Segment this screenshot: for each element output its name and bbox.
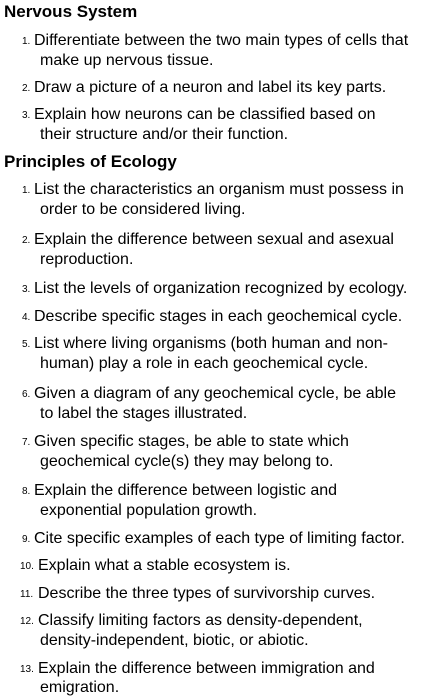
item-text-line: Differentiate between the two main types of cells that bbox=[34, 32, 409, 49]
item-text-line: Describe specific stages in each geochemical cycle. bbox=[34, 308, 403, 325]
item-text-line: Cite specific examples of each type of limiting factor. bbox=[34, 530, 405, 547]
item-number: 11. bbox=[20, 589, 34, 600]
item-number: 13. bbox=[20, 664, 34, 675]
item-number: 3. bbox=[22, 284, 31, 295]
item-number: 10. bbox=[20, 561, 34, 572]
item-number: 2. bbox=[22, 83, 31, 94]
item-number: 8. bbox=[22, 486, 31, 497]
item-number: 7. bbox=[22, 437, 31, 448]
item-number: 4. bbox=[22, 312, 31, 323]
item-text-line: List the characteristics an organism must possess in bbox=[34, 181, 404, 198]
item-text-line: geochemical cycle(s) they may belong to. bbox=[40, 453, 334, 470]
item-text-line: Draw a picture of a neuron and label its key parts. bbox=[34, 79, 387, 96]
item-text-line: List the levels of organization recognized by ecology. bbox=[34, 280, 408, 297]
item-text-line: their structure and/or their function. bbox=[40, 126, 289, 143]
item-text-line: make up nervous tissue. bbox=[40, 52, 214, 69]
item-text-line: human) play a role in each geochemical cycle. bbox=[40, 355, 369, 372]
item-text-line: Explain the difference between sexual and asexual bbox=[34, 231, 394, 248]
item-text-line: reproduction. bbox=[40, 251, 134, 268]
item-text-line: exponential population growth. bbox=[40, 502, 258, 519]
item-text-line: Explain the difference between logistic and bbox=[34, 482, 338, 499]
item-text-line: Explain what a stable ecosystem is. bbox=[38, 557, 291, 574]
item-text-line: to label the stages illustrated. bbox=[40, 405, 248, 422]
section-title-nervous-system: Nervous System bbox=[4, 2, 138, 21]
item-number: 2. bbox=[22, 235, 31, 246]
item-number: 12. bbox=[20, 616, 34, 627]
section-title-principles-of-ecology: Principles of Ecology bbox=[4, 152, 177, 171]
item-number: 6. bbox=[22, 389, 31, 400]
item-text-line: emigration. bbox=[40, 679, 120, 696]
item-number: 1. bbox=[22, 36, 31, 47]
item-text-line: Explain the difference between immigration and bbox=[38, 660, 375, 677]
item-text-line: Given a diagram of any geochemical cycle, be able bbox=[34, 385, 396, 402]
item-text-line: Describe the three types of survivorship curves. bbox=[38, 585, 376, 602]
item-text-line: Given specific stages, be able to state which bbox=[34, 433, 349, 450]
item-number: 5. bbox=[22, 339, 31, 350]
item-number: 1. bbox=[22, 185, 31, 196]
item-text-line: order to be considered living. bbox=[40, 201, 246, 218]
item-text-line: Explain how neurons can be classified based on bbox=[34, 106, 376, 123]
item-text-line: List where living organisms (both human and non- bbox=[34, 335, 388, 352]
item-number: 9. bbox=[22, 534, 31, 545]
item-text-line: Classify limiting factors as density-dependent, bbox=[38, 612, 363, 629]
item-number: 3. bbox=[22, 110, 31, 121]
item-text-line: density-independent, biotic, or abiotic. bbox=[40, 632, 309, 649]
